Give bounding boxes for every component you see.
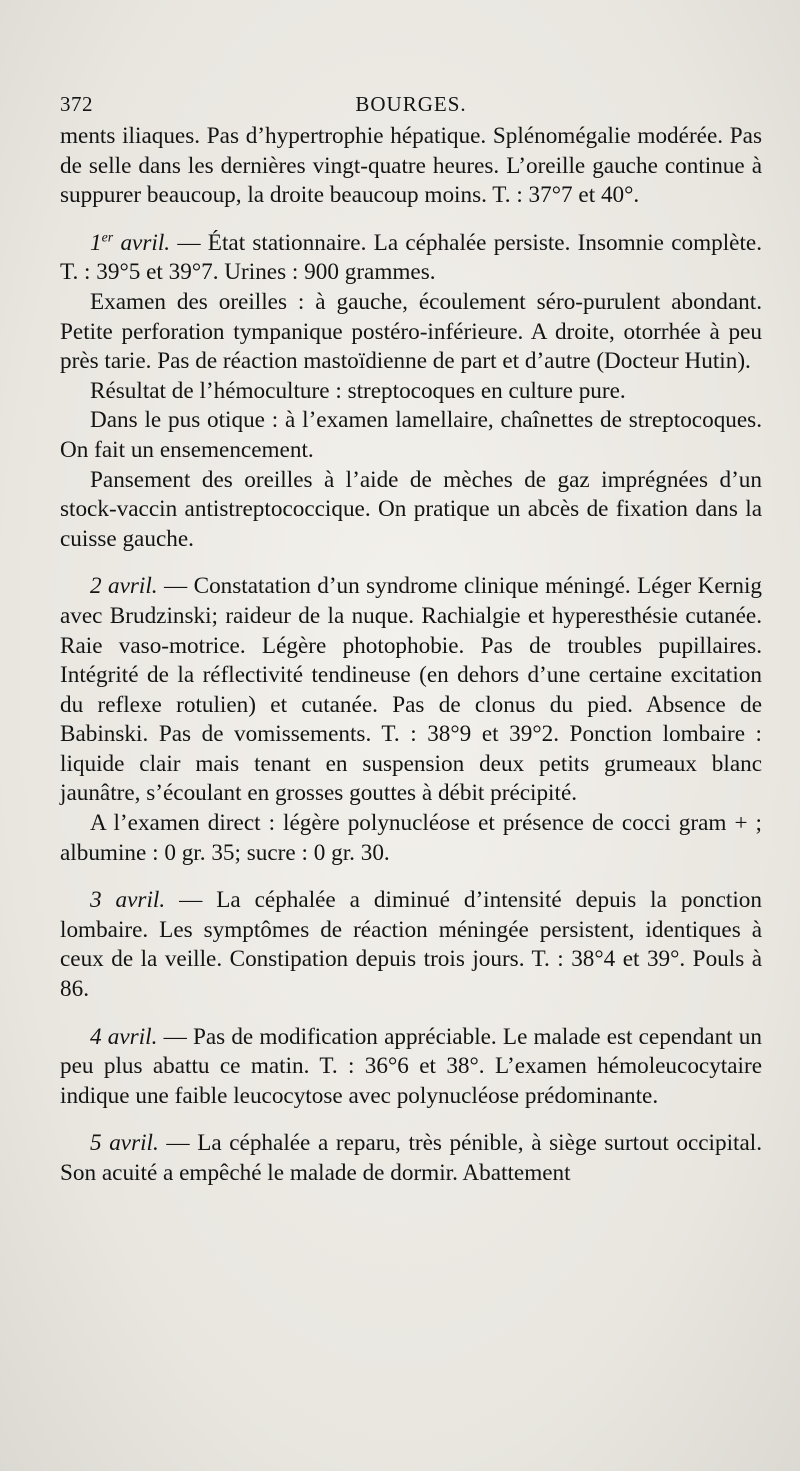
diary-entry-2-avril: 2 avril. — Constatation d’un syndrome clinique méningé. Léger Kernig avec Brudzinski; raideur de la nuque. Rachialgie et hyperesthésie cutanée. Raie vaso-motrice. Légère photophobie. Pas de troubles pupillaires. Intégrité de la réflectivité tendineuse (en dehors d’une certaine excitation du reflexe rotulien) et cutanée. Pas de clonus du pied. Absence de Babinski. Pas de vomissements. T. : 38°9 et 39°2. Ponction lombaire : liquide clair mais tenant en suspension deux petits grumeaux blanc jaunâtre, s’écoulant en grosses gouttes à débit précipité. (60, 573, 762, 807)
entry-date: 1er avril. (90, 229, 171, 256)
entry-date: 3 avril. (90, 887, 166, 914)
paragraph: Résultat de l’hémoculture : streptocoques en culture pure. (90, 377, 626, 404)
paragraph: Examen des oreilles : à gauche, écoulement séro-purulent abondant. Petite perforation tympanique postéro-inférieure. A droite, otorrhée à peu près tarie. Pas de réaction mastoïdienne de part et d’autre (Docteur Hutin). (60, 288, 762, 375)
running-title: BOURGES. (355, 92, 467, 116)
diary-entry-4-avril: 4 avril. — Pas de modification appréciable. Le malade est cependant un peu plus abattu ce matin. T. : 36°6 et 38°. L’examen hémoleucocytaire indique une faible leucocytose avec polynucléose prédominante. (60, 1023, 762, 1109)
entry-date: 4 avril. (90, 1023, 158, 1050)
entry-date: 2 avril. (90, 573, 158, 600)
paragraph: A l’examen direct : légère polynucléose et présence de cocci gram + ; albumine : 0 gr. 35; sucre : 0 gr. 30. (60, 810, 762, 866)
diary-entry-3-avril: 3 avril. — La céphalée a diminué d’intensité depuis la ponction lombaire. Les symptômes de réaction méningée persistent, identiques à ceux de la veille. Constipation depuis trois jours. T. : 38°4 et 39°. Pouls à 86. (60, 887, 762, 1003)
paragraph: ments iliaques. Pas d’hypertrophie hépatique. Splénomégalie modérée. Pas de selle dans les dernières vingt-quatre heures. L’oreille gauche continue à suppurer beaucoup, la droite beaucoup moins. T. : 37°7 et 40°. (60, 123, 762, 209)
paragraph: Dans le pus otique : à l’examen lamellaire, chaînettes de streptocoques. On fait un ensemencement. (60, 407, 762, 463)
page-number: 372 (60, 92, 93, 116)
paragraph: Pansement des oreilles à l’aide de mèches de gaz imprégnées d’un stock-vaccin antistreptococcique. On pratique un abcès de fixation dans la cuisse gauche. (60, 466, 762, 552)
body-text (60, 122, 762, 1189)
diary-entry-5-avril: 5 avril. — La céphalée a reparu, très pénible, à siège surtout occipital. Son acuité a empêché le malade de dormir. Abattement (60, 1130, 762, 1186)
entry-date: 5 avril. (90, 1130, 159, 1157)
diary-entry-1-avril: 1er avril. — État stationnaire. La céphalée persiste. Insomnie complète. T. : 39°5 et 39°7. Urines : 900 grammes. (60, 229, 762, 286)
running-head (60, 92, 762, 122)
